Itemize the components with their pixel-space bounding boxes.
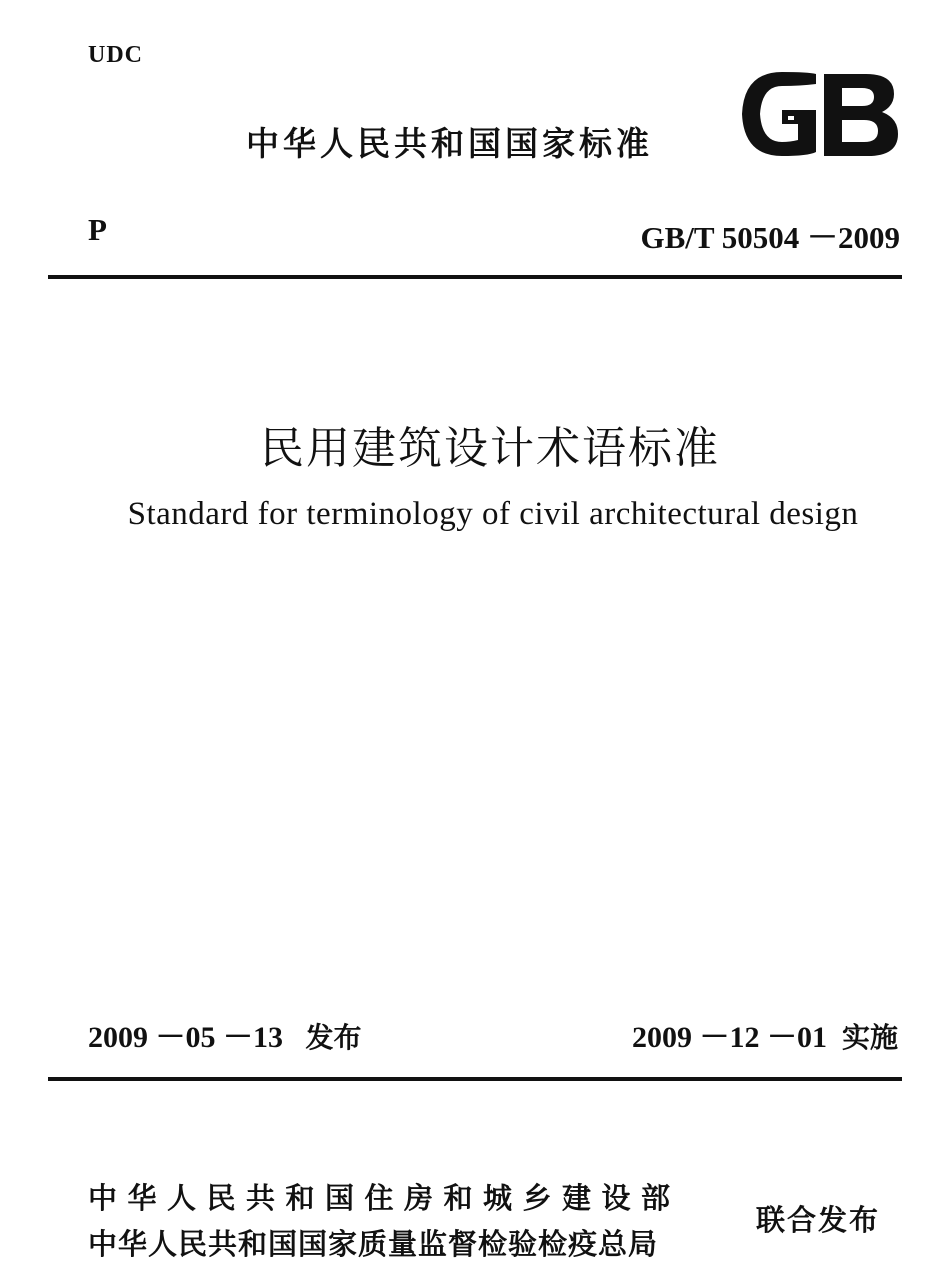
udc-label: UDC [88,42,143,68]
implementation-label: 实施 [841,1021,898,1054]
issuer-line-1: 中华人民共和国住房和城乡建设部 [88,1181,681,1215]
document-title-english: Standard for terminology of civil architectural design [127,496,859,532]
issuer-line-2: 中华人民共和国国家质量监督检验检疫总局 [88,1227,659,1261]
category-mark: P [88,212,107,247]
issue-label: 发布 [305,1021,362,1054]
implementation-date: 2009 －12 －01 [631,1021,827,1054]
document-title-chinese: 民用建筑设计术语标准 [260,423,720,474]
bottom-divider [48,1077,902,1081]
issue-date-block [88,1012,362,1056]
standard-type-title: 中华人民共和国国家标准 [246,124,653,163]
joint-release-label: 联合发布 [756,1203,881,1237]
top-divider [48,275,902,279]
issue-date: 2009 －05 －13 [88,1021,283,1054]
implementation-date-block [632,1012,898,1056]
gb-logo [738,70,900,158]
standard-number: GB/T 50504 －2009 [640,220,900,255]
